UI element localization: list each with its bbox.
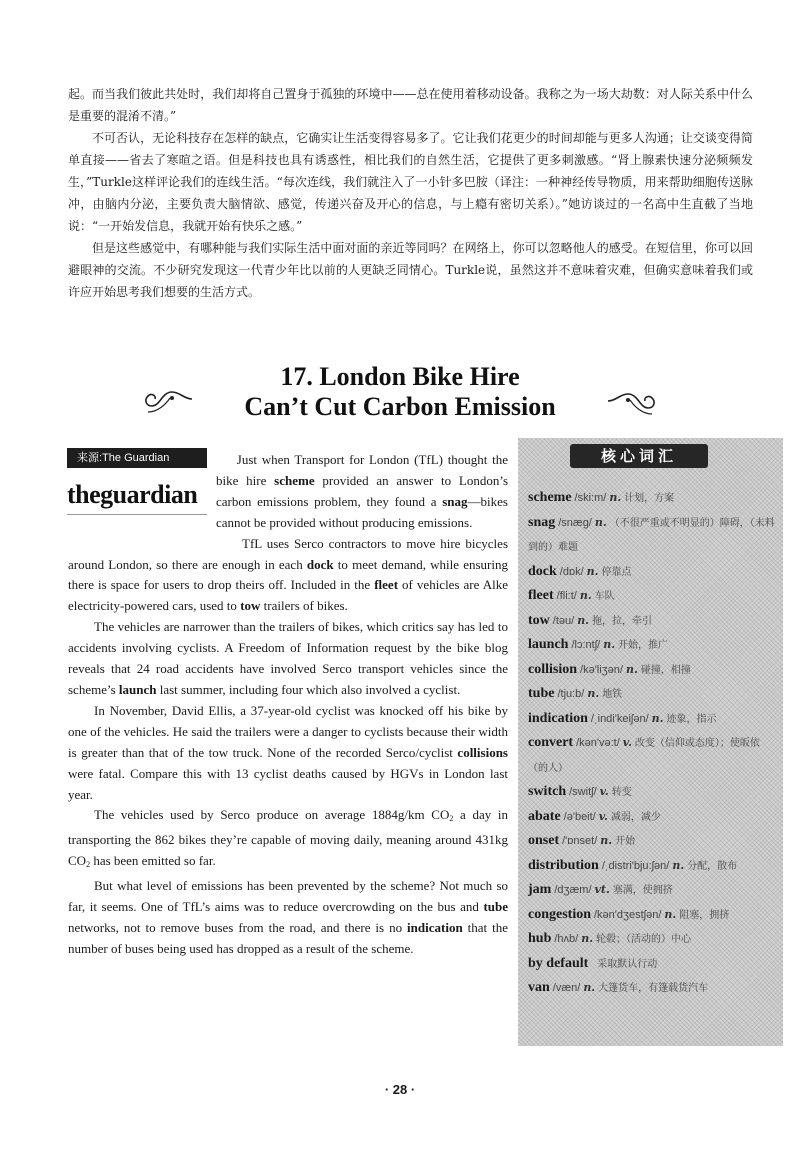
vocab-part-of-speech: n. bbox=[664, 907, 677, 921]
text-run: of vehicles are Alke electricity-powered cars, used to bbox=[68, 577, 508, 614]
vocab-word: convert bbox=[528, 735, 574, 750]
vocab-entry bbox=[528, 584, 778, 609]
vocab-part-of-speech: v. bbox=[599, 785, 609, 798]
vocab-word: onset bbox=[528, 833, 560, 848]
vocab-word: indication bbox=[528, 710, 588, 726]
vocab-phonetic: /tju:b/ bbox=[557, 688, 585, 700]
vocab-phonetic: /ski:m/ bbox=[574, 492, 607, 504]
vocab-definition: 迹象，指示 bbox=[666, 713, 717, 725]
vocab-entry bbox=[528, 903, 778, 928]
vocab-part-of-speech: n. bbox=[586, 564, 599, 578]
intro-paragraph: 但是这些感觉中，有哪种能与我们实际生活中面对面的亲近等同吗？在网络上，你可以忽略他人的感受。在短信里，你可以回避眼神的交流。不少研究发现这一代青少年比以前的人更缺乏同情心。Turkle说，虽然这并不意味着灾难，但确实意味着我们或许应开始思考我们想要的生活方式。 bbox=[68, 241, 753, 299]
vocab-word: by default bbox=[528, 955, 589, 971]
vocab-word: van bbox=[528, 980, 550, 995]
page-number: · 28 · bbox=[384, 1082, 416, 1097]
vocab-phonetic: /lɔ:ntʃ/ bbox=[571, 639, 601, 651]
vocab-definition: 分配，散布 bbox=[687, 860, 738, 872]
text-run: But what level of emissions has been prevented by the scheme? Not much so far, it seems. One of TfL’s aims was to reduce overcrowding on the bus and bbox=[68, 878, 508, 915]
vocab-phonetic: /dʒæm/ bbox=[554, 884, 592, 896]
vocab-word: tow bbox=[528, 612, 550, 628]
vocab-phonetic: /ˌindi'keiʃən/ bbox=[590, 712, 649, 725]
vocab-part-of-speech: n. bbox=[600, 834, 613, 847]
vocab-entry bbox=[528, 878, 778, 903]
article-paragraph bbox=[68, 876, 508, 960]
vocab-entry bbox=[528, 609, 778, 634]
keyword: snag bbox=[442, 493, 468, 509]
keyword: dock bbox=[306, 556, 334, 572]
vocab-definition: 拖，拉，牵引 bbox=[592, 615, 653, 627]
vocab-phonetic: /snæg/ bbox=[558, 516, 592, 529]
subscript: 2 bbox=[86, 860, 91, 870]
vocab-part-of-speech: n. bbox=[625, 662, 638, 676]
vocab-word: abate bbox=[528, 808, 561, 824]
keyword: collisions bbox=[457, 744, 508, 760]
vocab-phonetic: /ˌdistri'bju:ʃən/ bbox=[601, 859, 670, 872]
vocab-entry bbox=[528, 976, 778, 1001]
vocab-phonetic: /switʃ/ bbox=[569, 786, 597, 798]
vocab-definition: 转变 bbox=[611, 787, 632, 798]
vocab-definition: 车队 bbox=[594, 591, 615, 602]
vocab-phonetic: /væn/ bbox=[552, 982, 581, 994]
title-line-2: Can’t Cut Carbon Emission bbox=[244, 392, 556, 421]
vocab-part-of-speech: n. bbox=[581, 932, 594, 945]
vocab-phonetic: /təu/ bbox=[552, 614, 575, 627]
keyword: fleet bbox=[374, 577, 399, 593]
chinese-intro bbox=[68, 83, 753, 303]
vocab-phonetic: /kən'dʒestʃən/ bbox=[594, 908, 662, 921]
vocab-word: collision bbox=[528, 661, 578, 677]
intro-paragraph: 不可否认，无论科技存在怎样的缺点，它确实让生活变得容易多了。它让我们花更少的时间却能与更多人沟通；让交谈变得简单直接——省去了寒暄之语。但是科技也具有诱惑性，相比我们的自然生活，它提供了更多刺激感。“肾上腺素快速分泌频频发生，”Turkle这样评论我们的连线生活。“每次连线，我们就注入了一小针多巴胺（译注：一种神经传导物质，用来帮助细胞传送脉冲，由脑内分泌，主要负责大脑情欲、感觉，传递兴奋及开心的信息，与上瘾有密切关系）。”她访谈过的一名高中生直截了当地说：“一开始发信息，我就开始有快乐之感。” bbox=[68, 131, 753, 233]
vocab-sidebar bbox=[518, 438, 783, 1046]
keyword: tow bbox=[240, 598, 261, 614]
vocab-definition: 阻塞，拥挤 bbox=[679, 909, 730, 921]
vocab-definition: （不很严重或不明显的）障碍，（未料到的）难题 bbox=[528, 517, 775, 553]
vocab-phonetic: /fli:t/ bbox=[556, 590, 577, 602]
vocab-part-of-speech: vt. bbox=[594, 883, 610, 896]
vocab-entry bbox=[528, 854, 778, 879]
vocab-phonetic: /'ɒnset/ bbox=[562, 835, 598, 847]
vocab-word: scheme bbox=[528, 490, 572, 505]
vocab-entry bbox=[528, 633, 778, 658]
vocab-entry bbox=[528, 707, 778, 732]
vocab-word: fleet bbox=[528, 588, 554, 603]
vocab-part-of-speech: n. bbox=[609, 491, 622, 504]
vocab-definition: 计划，方案 bbox=[624, 493, 675, 504]
text-run: provided an answer to London’s carbon emissions problem, they found a bbox=[216, 472, 508, 509]
vocab-part-of-speech: n. bbox=[579, 589, 592, 602]
vocab-part-of-speech: n. bbox=[587, 687, 600, 700]
vocab-word: congestion bbox=[528, 906, 591, 922]
keyword: indication bbox=[407, 919, 463, 935]
vocab-part-of-speech: n. bbox=[594, 515, 607, 529]
text-run: trailers of bikes. bbox=[260, 598, 348, 614]
vocab-word: tube bbox=[528, 686, 555, 701]
vocab-entry bbox=[528, 682, 778, 707]
vocab-definition: 地铁 bbox=[602, 689, 623, 700]
vocab-entry bbox=[528, 805, 778, 830]
text-run: that the number of buses being used has dropped as a result of the scheme. bbox=[68, 919, 508, 956]
vocab-entry bbox=[528, 511, 778, 560]
title-line-1: 17. London Bike Hire bbox=[280, 362, 520, 391]
keyword: launch bbox=[118, 681, 157, 697]
vocab-phonetic: /hʌb/ bbox=[554, 933, 579, 945]
vocab-definition: 轮毂；（活动的）中心 bbox=[596, 934, 692, 945]
vocab-definition: 开始 bbox=[615, 836, 636, 847]
article-paragraph bbox=[68, 701, 508, 806]
article-title bbox=[130, 362, 670, 422]
vocab-definition: 采取默认行动 bbox=[597, 958, 658, 970]
vocab-part-of-speech: n. bbox=[583, 981, 596, 994]
text-run: —bikes cannot be provided without producing emissions. bbox=[216, 493, 508, 530]
text-run: In November, David Ellis, a 37-year-old cyclist was knocked off his bike by one of the vehicles. He said the trailers were a danger to cyclists because their width is greater than that of the tow truck. None of the recorded Serco/cyclist bbox=[68, 702, 508, 760]
vocab-part-of-speech: n. bbox=[651, 711, 664, 725]
article-body bbox=[68, 450, 508, 960]
vocab-part-of-speech: n. bbox=[577, 613, 590, 627]
vocab-phonetic: /kə'liʒən/ bbox=[580, 663, 623, 676]
vocab-phonetic: /kən'və:t/ bbox=[576, 737, 620, 749]
vocab-entry bbox=[528, 486, 778, 511]
vocab-part-of-speech: n. bbox=[672, 858, 685, 872]
vocab-entry bbox=[528, 780, 778, 805]
vocab-definition: 塞满，使拥挤 bbox=[612, 885, 673, 896]
vocab-part-of-speech: n. bbox=[603, 638, 616, 651]
vocab-entry bbox=[528, 560, 778, 585]
source-label: 来源:The Guardian bbox=[67, 448, 207, 468]
vocab-phonetic: /ə'beit/ bbox=[563, 810, 596, 823]
text-run: a day in transporting the 862 bikes they’re capable of moving daily, meaning around 431kg CO bbox=[68, 807, 508, 869]
vocab-word: dock bbox=[528, 563, 557, 579]
source-box-spacer bbox=[68, 450, 216, 554]
vocab-entry bbox=[528, 658, 778, 683]
vocab-part-of-speech: v. bbox=[598, 809, 608, 823]
vocab-definition: 碰撞，相撞 bbox=[640, 664, 691, 676]
vocab-definition: 大篷货车，有篷载货汽车 bbox=[598, 983, 709, 994]
vocab-word: jam bbox=[528, 882, 552, 897]
intro-paragraph: 起。而当我们彼此共处时，我们却将自己置身于孤独的环境中——总在使用着移动设备。我称之为一场大劫数：对人际关系中什么是重要的混淆不清。” bbox=[68, 87, 753, 123]
article-paragraph bbox=[68, 617, 508, 701]
guardian-logo-text: theguardian bbox=[67, 480, 198, 509]
vocab-list bbox=[528, 486, 778, 1001]
vocab-header: 核心词汇 bbox=[570, 444, 708, 468]
text-run: has been emitted so far. bbox=[90, 853, 216, 869]
text-run: The vehicles used by Serco produce on average 1884g/km CO bbox=[94, 807, 450, 823]
article-paragraph bbox=[68, 805, 508, 876]
vocab-word: switch bbox=[528, 784, 567, 799]
keyword: tube bbox=[483, 899, 508, 915]
vocab-definition: 改变（信仰或态度）；使皈依（的人） bbox=[528, 738, 760, 774]
vocab-part-of-speech: v. bbox=[622, 736, 632, 749]
vocab-definition: 停靠点 bbox=[601, 566, 632, 578]
vocab-definition: 减弱，减少 bbox=[610, 811, 661, 823]
keyword: scheme bbox=[274, 472, 315, 488]
text-run: to meet demand, while ensuring there is space for users to drop theirs off. Included in the bbox=[68, 556, 508, 593]
vocab-word: hub bbox=[528, 931, 552, 946]
vocab-word: distribution bbox=[528, 857, 599, 873]
vocab-word: launch bbox=[528, 637, 569, 652]
vocab-entry bbox=[528, 731, 778, 780]
text-run: last summer, including four which also involved a cyclist. bbox=[156, 681, 461, 697]
vocab-word: snag bbox=[528, 514, 556, 530]
text-run: were fatal. Compare this with 13 cyclist deaths caused by HGVs in London last year. bbox=[68, 765, 508, 802]
text-run: Just when Transport for London (TfL) thought the bike hire bbox=[216, 452, 508, 488]
text-run: The vehicles are narrower than the trailers of bikes, which critics say has led to accidents involving cyclists. A Freedom of Information request by the bike blog reveals that 24 road accidents have involved Serco transport vehicles since the scheme’s bbox=[68, 619, 508, 697]
text-run: TfL uses Serco contractors to move hire bicycles around London, so there are enough in each bbox=[68, 535, 508, 572]
text-run: networks, not to remove buses from the road, and there is no bbox=[68, 919, 408, 935]
vocab-phonetic: /dɒk/ bbox=[559, 565, 584, 578]
vocab-entry bbox=[528, 952, 778, 977]
vocab-entry bbox=[528, 927, 778, 952]
vocab-entry bbox=[528, 829, 778, 854]
vocab-definition: 开始，推广 bbox=[618, 640, 669, 651]
subscript: 2 bbox=[449, 814, 454, 824]
